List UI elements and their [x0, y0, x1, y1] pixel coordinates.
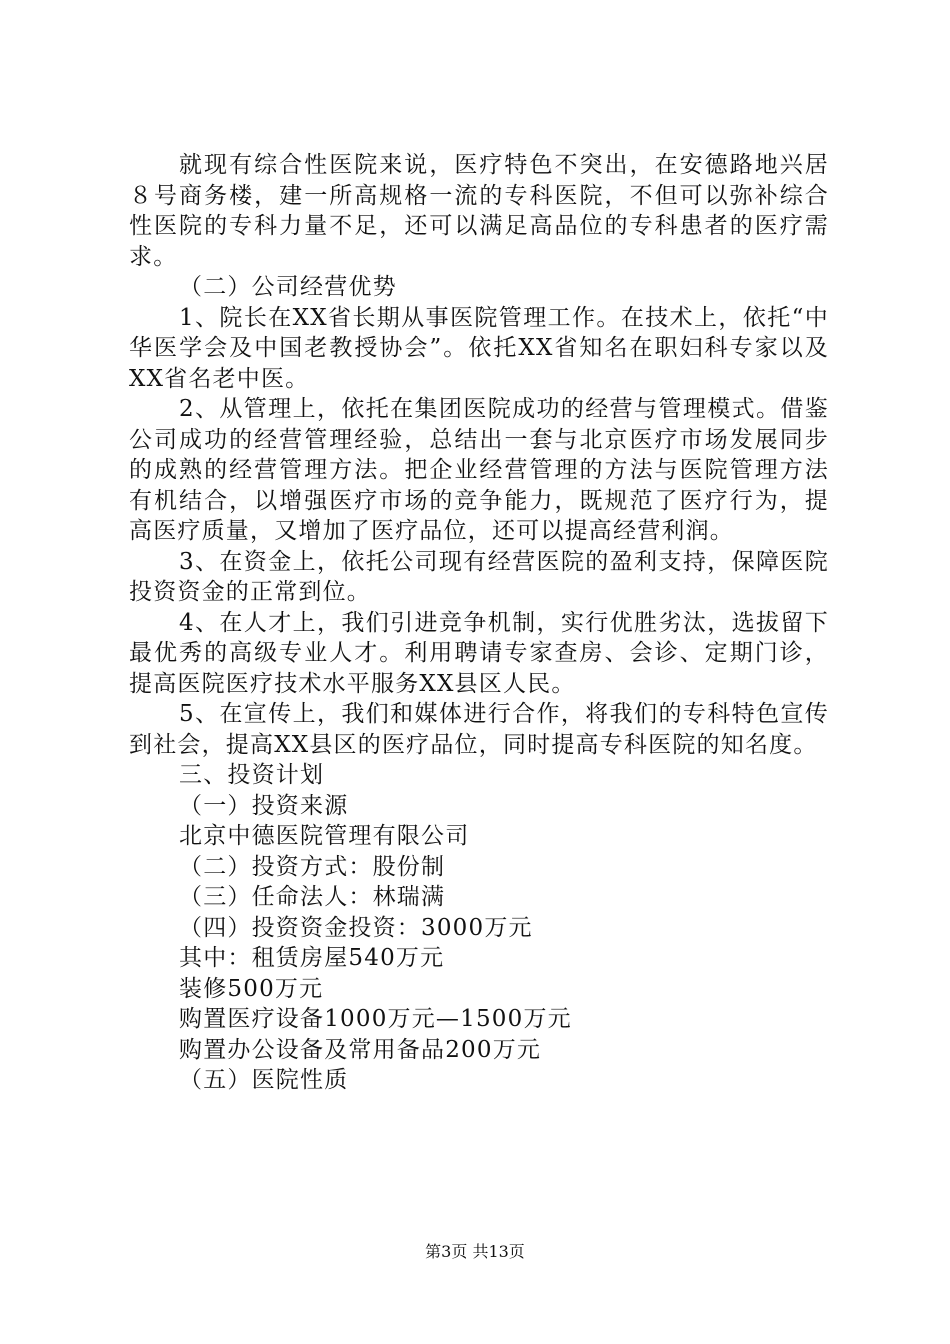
page-number-footer: 第3页 共13页: [425, 1242, 525, 1261]
paragraph-advantage-2: 2、从管理上，依托在集团医院成功的经营与管理模式。借鉴公司成功的经营管理经验，总结出一套与北京医疗市场发展同步的成熟的经营管理方法。把企业经营管理的方法与医院管理方法有机结合，以增强医疗市场的竞争能力，既规范了医疗行为，提高医疗质量，又增加了医疗品位，还可以提高经营利润。: [129, 396, 829, 544]
investment-method: （二）投资方式：股份制: [179, 853, 446, 880]
cost-medical-equipment: 购置医疗设备1000万元—1500万元: [179, 1006, 572, 1032]
investment-source-company: 北京中德医院管理有限公司: [179, 823, 470, 849]
investment-amount: （四）投资资金投资：3000万元: [179, 914, 533, 941]
cost-office-equipment: 购置办公设备及常用备品200万元: [179, 1036, 542, 1063]
heading-investment-plan: 三、投资计划: [179, 762, 325, 788]
document-body: [129, 150, 829, 1096]
paragraph-advantage-3: 3、在资金上，依托公司现有经营医院的盈利支持，保障医院投资资金的正常到位。: [129, 548, 829, 605]
paragraph-advantage-1: 1、院长在XX省长期从事医院管理工作。在技术上，依托“中华医学会及中国老教授协会”。依托XX省知名在职妇科专家以及XX省名老中医。: [129, 304, 829, 392]
paragraph-hospital-need: 就现有综合性医院来说，医疗特色不突出，在安德路地兴居８号商务楼，建一所高规格一流的专科医院，不但可以弥补综合性医院的专科力量不足，还可以满足高品位的专科患者的医疗需求。: [129, 152, 829, 270]
paragraph-advantage-5: 5、在宣传上，我们和媒体进行合作，将我们的专科特色宣传到社会，提高XX县区的医疗品位，同时提高专科医院的知名度。: [129, 701, 829, 758]
legal-representative: （三）任命法人：林瑞满: [179, 884, 446, 910]
heading-investment-source: （一）投资来源: [179, 792, 349, 819]
cost-renovation: 装修500万元: [179, 975, 324, 1002]
heading-company-advantages: （二）公司经营优势: [179, 274, 397, 300]
paragraph-advantage-4: 4、在人才上，我们引进竞争机制，实行优胜劣汰，选拔留下最优秀的高级专业人才。利用聘请专家查房、会诊、定期门诊，提高医院医疗技术水平服务XX县区人民。: [129, 609, 829, 697]
heading-hospital-nature: （五）医院性质: [179, 1067, 349, 1093]
cost-rent: 其中：租赁房屋540万元: [179, 945, 445, 971]
